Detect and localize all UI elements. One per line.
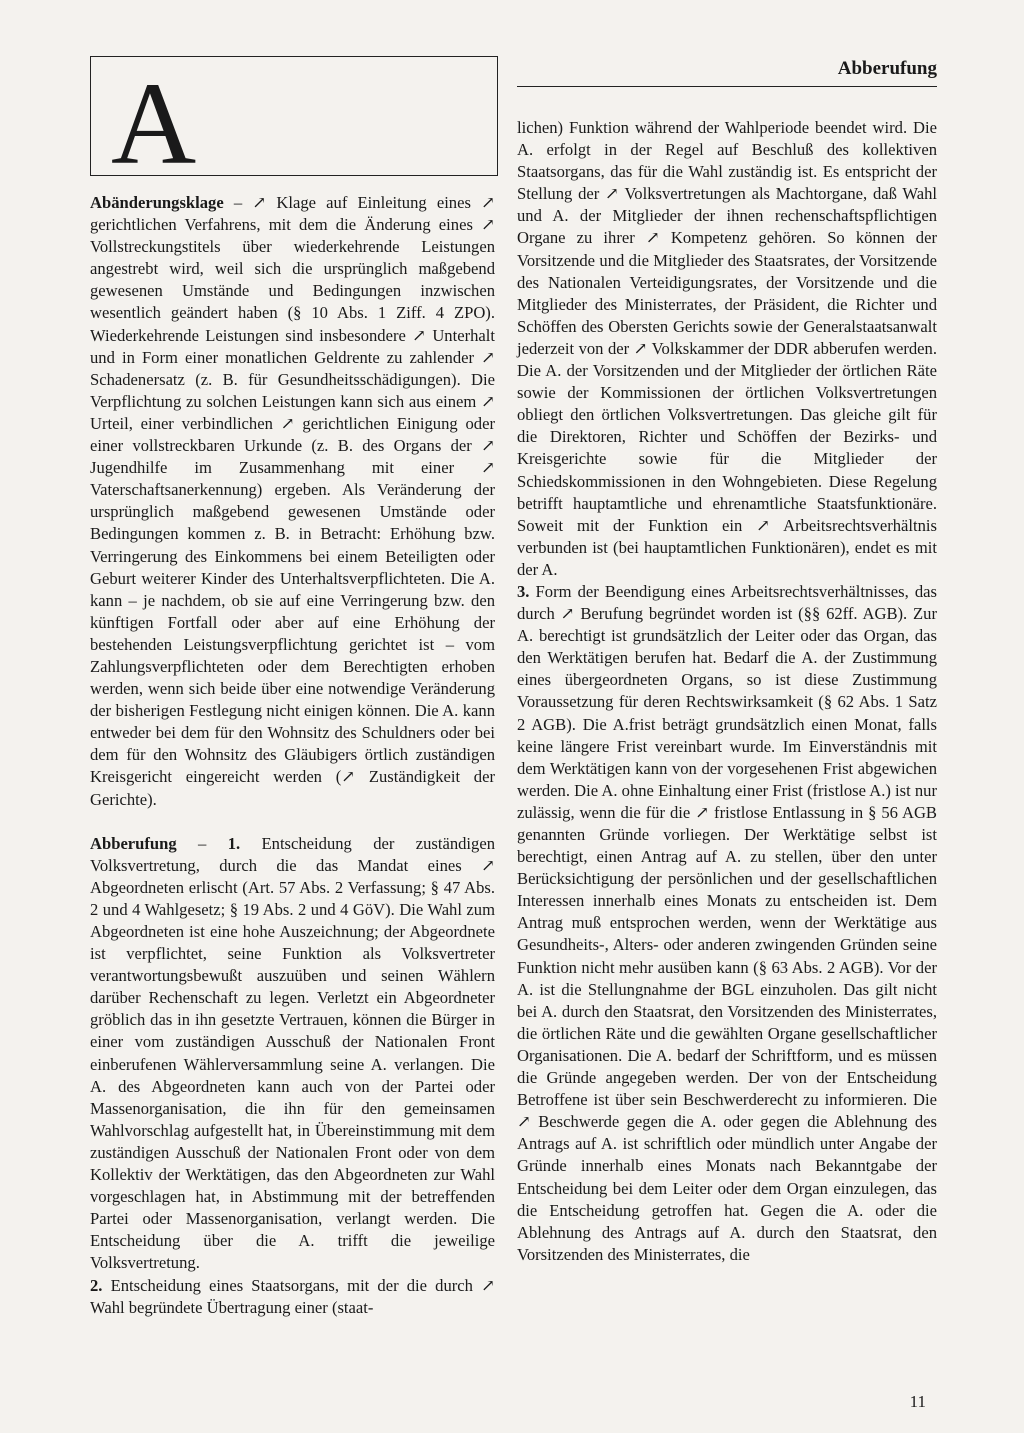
- entry-text: – ↗ Klage auf Einleitung eines ↗ gerichtlichen Verfahrens, mit dem die Änderung eines ↗ Vollstreckungstitels über wiederkehrende Leistungen angestrebt wird, weil sich die ursprünglich maßgebend gewesenen Umstände und Bedingungen inzwischen wesentlich geändert haben (§ 10 Abs. 1 Ziff. 4 ZPO). Wiederkehrende Leistungen sind insbesondere ↗ Unterhalt und in Form einer monatlichen Geldrente zu zahlender ↗ Schadenersatz (z. B. für Gesundheitsschädigungen). Die Verpflichtung zu solchen Leistungen kann sich aus einem ↗ Urteil, einer verbindlichen ↗ gerichtlichen Einigung oder einer vollstreckbaren Urkunde (z. B. des Organs der ↗ Jugendhilfe im Zusammenhang mit einer ↗ Vaterschaftsanerkennung) ergeben. Als Veränderung der ursprünglich maßgebend gewesenen Umstände oder Bedingungen kommen z. B. in Betracht: Erhöhung bzw. Verringerung des Einkommens bei einem Beteiligten oder Geburt weiterer Kinder des Unterhaltsverpflichteten. Die A. kann – je nachdem, ob sie auf eine Verringerung bzw. den künftigen Fortfall oder aber auf eine Erhöhung der bestehenden Leistungsverpflichtung gerichtet ist – vom Zahlungsverpflichteten oder dem Berechtigten erhoben werden, wenn sich beide über eine notwendige Veränderung der bisherigen Festlegung nicht einigen können. Die A. kann entweder bei dem für den Wohnsitz des Schuldners oder bei dem für den Wohnsitz des Gläubigers örtlich zuständigen Kreisgericht eingereicht werden (↗ Zuständigkeit der Gerichte).: [90, 193, 495, 809]
- section-letter: A: [111, 58, 197, 189]
- entry-abaenderungsklage: [90, 192, 495, 811]
- page-number: 11: [909, 1392, 926, 1411]
- entry-text: Entscheidung der zuständigen Volksvertretung, durch die das Mandat eines ↗ Abgeordneten erlischt (Art. 57 Abs. 2 Verfassung; § 47 Abs. 2 und 4 Wahlgesetz; § 19 Abs. 2 und 4 GöV). Die Wahl zum Abgeordneten ist eine hohe Auszeichnung; der Abgeordnete ist verpflichtet, seine Funktion als Volksvertreter verantwortungsbewußt auszuüben und seinen Wählern darüber Rechenschaft zu legen. Verletzt ein Abgeordneter gröblich das in ihn gesetzte Vertrauen, können die Bürger in einer vom zuständigen Ausschuß der Nationalen Front einberufenen Wählerversammlung seine A. verlangen. Die A. des Abgeordneten kann auch von der Partei oder Massenorganisation, die ihn für den gemeinsamen Wahlvorschlag aufgestellt hat, in Übereinstimmung mit dem zuständigen Ausschuß der Nationalen Front oder von dem Kollektiv der Werktätigen, das den Abgeordneten zur Wahl vorgeschlagen hat, in Abstimmung mit der betreffenden Partei oder Massenorganisation, verlangt werden. Die Entscheidung über die A. trifft die jeweilige Volksvertretung.: [90, 833, 496, 1273]
- section-letter-box: [90, 56, 498, 189]
- entry-abberufung: [90, 833, 495, 1275]
- sense-2-continued: [517, 117, 937, 581]
- sense-number-2: 2.: [90, 1275, 103, 1295]
- running-head: Abberufung: [517, 58, 937, 87]
- sense-number-3: 3.: [517, 581, 530, 601]
- sense-3: [517, 581, 937, 1266]
- lemma-abaenderungsklage: Abänderungsklage: [90, 193, 224, 212]
- right-column: [517, 117, 937, 1266]
- lemma-abberufung: Abberufung: [90, 833, 177, 853]
- sense-text: Entscheidung eines Staatsorgans, mit der die durch ↗ Wahl begründete Übertragung einer (staat-: [90, 1275, 495, 1317]
- entry-dash: –: [176, 833, 228, 853]
- sense-text: lichen) Funktion während der Wahlperiode beendet wird. Die A. erfolgt in der Regel auf Beschluß des kollektiven Staatsorgans, das für die Wahl zuständig ist. Es entspricht der Stellung der ↗ Volksvertretungen als Machtorgane, daß Wahl und A. der Mitglieder der ihnen rechenschaftspflichtigen Organe zu ihrer ↗ Kompetenz gehören. So können der Vorsitzende und die Mitglieder des Staatsrates, der Vorsitzende des Nationalen Verteidigungsrates, der Vorsitzende und die Mitglieder des Ministerrates, der Präsident, die Richter und Schöffen des Obersten Gerichts sowie der Generalstaatsanwalt jederzeit von der ↗ Volkskammer der DDR abberufen werden. Die A. der Vorsitzenden und der Mitglieder der örtlichen Räte sowie der Kommissionen der örtlichen Volksvertretungen obliegt den örtlichen Volksvertretungen. Das gleiche gilt für die Direktoren, Richter und Schöffen der Bezirks- und Kreisgerichte sowie für die Mitglieder der Schiedskommissionen in den Wohngebieten. Diese Regelung betrifft hauptamtliche und ehrenamtliche Staatsfunktionäre. Soweit mit der Funktion ein ↗ Arbeitsrechtsverhältnis verbunden ist (bei hauptamtlichen Funktionären), endet es mit der A.: [517, 118, 937, 579]
- sense-number-1: 1.: [227, 833, 241, 853]
- sense-2: [90, 1275, 495, 1319]
- sense-text: Form der Beendigung eines Arbeitsrechtsverhältnisses, das durch ↗ Berufung begründet worden ist (§§ 62ff. AGB). Zur A. berechtigt ist grundsätzlich der Leiter oder das Organ, das den Werktätigen berufen hat. Bedarf die A. der Zustimmung eines übergeordneten Organs, so ist diese Zustimmung Voraussetzung für deren Rechtswirksamkeit (§ 62 Abs. 1 Satz 2 AGB). Die A.frist beträgt grundsätzlich einen Monat, falls keine längere Frist vereinbart wurde. Im Einverständnis mit dem Werktätigen kann von der vorgesehenen Frist abgewichen werden. Die A. ohne Einhaltung einer Frist (fristlose A.) ist nur zulässig, wenn die für die ↗ fristlose Entlassung in § 56 AGB genannten Gründe vorliegen. Der Werktätige selbst ist berechtigt, einen Antrag auf A. zu stellen, über den unter Berücksichtigung der persönlichen und der gesellschaftlichen Interessen innerhalb eines Monats zu entscheiden ist. Dem Antrag muß entsprochen werden, wenn der Werktätige aus Gesundheits-, Alters- oder anderen zwingenden Gründen seine Funktion nicht mehr ausüben kann (§ 63 Abs. 2 AGB). Vor der A. ist die Stellungnahme der BGL einzuholen. Das gilt nicht bei A. durch den Staatsrat, den Vorsitzenden des Ministerrates, die örtlichen Räte und die gewählten Organe gesellschaftlicher Organisationen. Die A. bedarf der Schriftform, und es müssen die Gründe angegeben werden. Der von der Entscheidung Betroffene ist über sein Beschwerderecht zu informieren. Die ↗ Beschwerde gegen die A. oder gegen die Ablehnung des Antrags auf A. ist schriftlich oder mündlich unter Angabe der Gründe innerhalb eines Monats nach Bekanntgabe der Entscheidung bei dem Leiter oder dem Organ einzulegen, das die Entscheidung getroffen hat. Gegen die A. oder die Ablehnung des Antrags auf A. durch den Staatsrat, den Vorsitzenden des Ministerrates, die: [517, 581, 937, 1264]
- left-column: [90, 192, 495, 1319]
